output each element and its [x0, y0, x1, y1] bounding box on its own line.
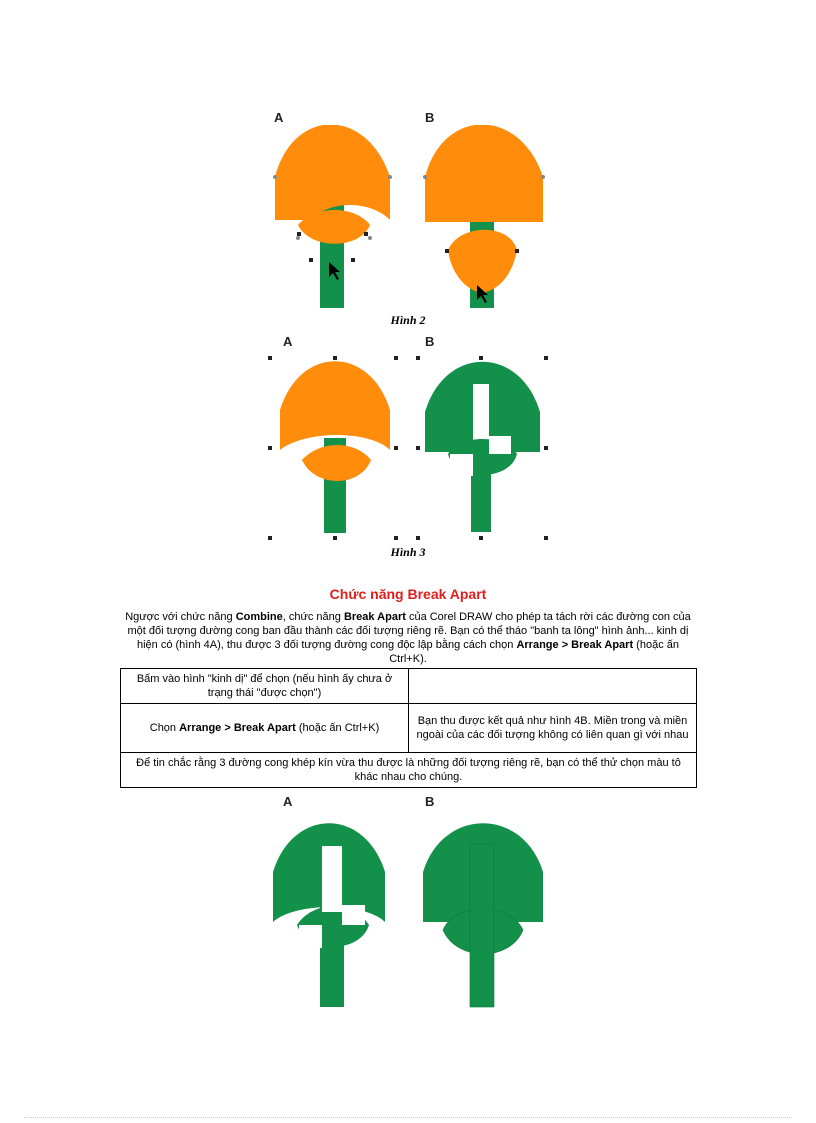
selection-handle	[416, 536, 420, 540]
intro-text: (hoặc ấn Ctrl+K).	[389, 639, 679, 665]
orange-disc	[448, 230, 517, 293]
orange-cap	[425, 125, 543, 222]
selection-handle	[394, 356, 398, 360]
page-bottom-divider	[24, 1117, 792, 1118]
green-stem	[470, 844, 494, 1007]
figure2-shape-b	[423, 125, 545, 308]
selection-handle	[309, 258, 313, 262]
selection-handle	[416, 356, 420, 360]
node-handle	[296, 236, 300, 240]
node-handle	[273, 175, 277, 179]
selection-handle	[394, 536, 398, 540]
figure4-illustration	[265, 812, 555, 1012]
selection-handle	[268, 446, 272, 450]
white-quadrant	[342, 905, 365, 925]
node-handle	[368, 236, 372, 240]
white-window-lower	[322, 904, 342, 912]
figure2-label-a: A	[274, 110, 284, 125]
white-quadrant	[489, 436, 511, 454]
steps-table	[120, 668, 697, 788]
node-handle	[388, 175, 392, 179]
table-row	[121, 753, 697, 788]
selection-handle	[515, 249, 519, 253]
figure2-label-b: B	[425, 110, 435, 125]
orange-half-disc	[302, 445, 371, 481]
cell-bold-menu-path: Arrange > Break Apart	[179, 722, 296, 734]
cell-text: Chọn	[149, 722, 180, 734]
section-title: Chức năng Break Apart	[329, 586, 487, 602]
intro-bold-break-apart: Break Apart	[343, 611, 406, 623]
selection-handle	[333, 356, 337, 360]
figure2-shape-a	[273, 125, 392, 308]
intro-bold-combine: Combine	[235, 611, 283, 623]
white-window	[473, 384, 489, 446]
figure3-shape-b	[416, 356, 548, 540]
selection-handle	[544, 536, 548, 540]
selection-handle	[394, 446, 398, 450]
table-cell: Bấm vào hình "kinh dị" để chọn (nếu hình ấy chưa ở trạng thái "được chọn")	[121, 669, 409, 704]
node-handle	[541, 175, 545, 179]
table-row	[121, 669, 697, 704]
table-row	[121, 704, 697, 753]
figure3-label-a: A	[283, 334, 293, 349]
figure3-shape-a	[268, 356, 398, 540]
figure2-illustration	[265, 125, 555, 315]
white-window	[322, 846, 342, 904]
white-quadrant	[299, 925, 322, 948]
selection-handle	[297, 232, 301, 236]
selection-handle	[351, 258, 355, 262]
figure3-caption: Hình 3	[390, 545, 426, 559]
intro-paragraph	[122, 610, 694, 666]
selection-handle	[416, 446, 420, 450]
figure3-label-b: B	[425, 334, 435, 349]
figure4-shape-b	[423, 823, 543, 1007]
intro-text: Ngược với chức năng	[125, 611, 236, 623]
selection-handle	[268, 536, 272, 540]
figure4-label-a: A	[283, 794, 293, 809]
selection-handle	[544, 446, 548, 450]
cell-text: (hoặc ấn Ctrl+K)	[295, 722, 380, 734]
selection-handle	[544, 356, 548, 360]
table-cell	[121, 704, 409, 753]
node-handle	[423, 175, 427, 179]
intro-text: , chức năng	[282, 611, 344, 623]
selection-handle	[479, 356, 483, 360]
table-cell: Để tin chắc rằng 3 đường cong khép kín vừa thu được là những đối tượng riêng rẽ, bạn có thể thử chọn màu tô khác nhau cho chúng.	[121, 753, 697, 788]
table-cell: Bạn thu được kết quả như hình 4B. Miền trong và miền ngoài của các đối tượng không có liên quan gì với nhau	[409, 704, 697, 753]
orange-cap	[275, 125, 390, 220]
intro-text: của Corel DRAW cho phép ta tách rời các đường con của một đối tượng đường cong ban đầu thành các đối tượng riêng rẽ. Bạn có thể tháo "banh ta lông" hình ảnh... kinh dị hiện có (hình 4A), thu được 3 đối tượng đường cong độc lập bằng cách chọn	[127, 611, 691, 651]
selection-handle	[445, 249, 449, 253]
figure4-label-b: B	[425, 794, 435, 809]
selection-handle	[479, 536, 483, 540]
orange-cap	[280, 361, 390, 450]
figure4-shape-a	[273, 823, 385, 1007]
figure3-illustration	[265, 350, 555, 545]
selection-handle	[333, 536, 337, 540]
selection-handle	[364, 232, 368, 236]
figure2-caption: Hình 2	[390, 313, 426, 327]
intro-bold-menu-path: Arrange > Break Apart	[516, 639, 634, 651]
selection-handle	[268, 356, 272, 360]
white-quadrant	[450, 454, 473, 476]
table-cell	[409, 669, 697, 704]
